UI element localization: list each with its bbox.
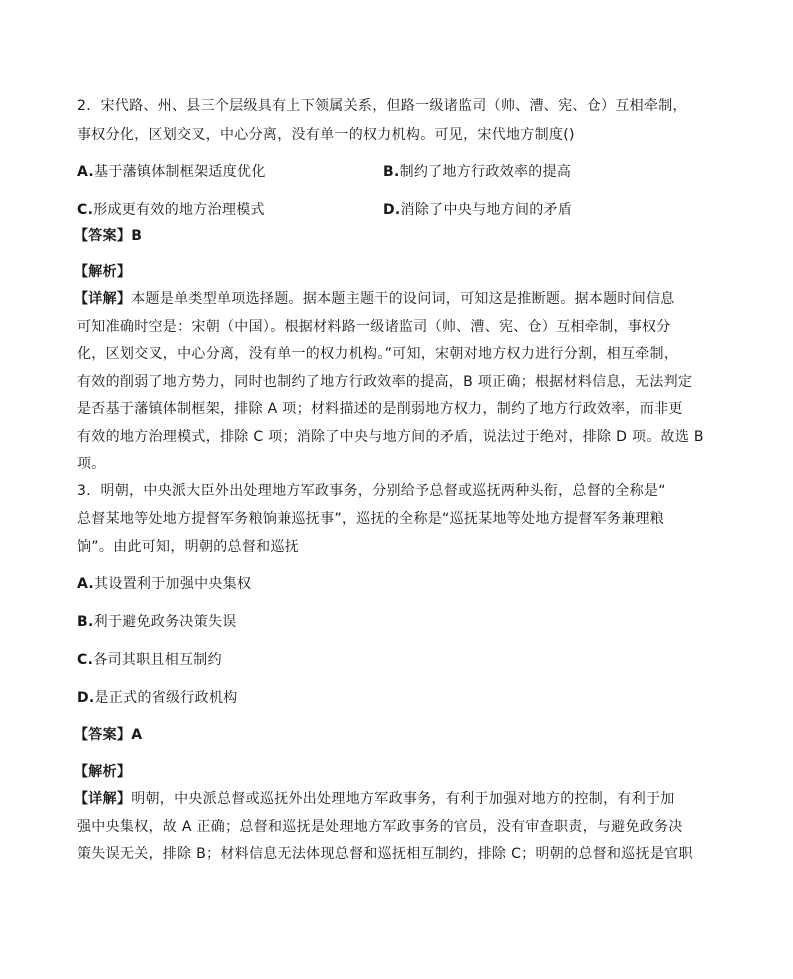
option-label: D. [77, 690, 95, 706]
answer-value: B [131, 228, 143, 244]
q2-detail-line-4: 有效的削弱了地方势力，同时也制约了地方行政效率的提高，B 项正确；根据材料信息，无法判定 [77, 374, 693, 390]
option-label: C. [77, 652, 94, 668]
answer-label: 【答案】 [74, 727, 132, 743]
option-text: 形成更有效的地方治理模式 [93, 202, 265, 218]
q3-detail-line-2: 强中央集权，故 A 正确；总督和巡抚是处理地方军政事务的官员，没有审查职责，与避免政务决 [77, 819, 683, 835]
q3-detail-line-3: 策失误无关，排除 B；材料信息无法体现总督和巡抚相互制约，排除 C；明朝的总督和巡抚是官职 [77, 846, 693, 862]
option-label: C. [77, 202, 94, 218]
detail-text: 明朝，中央派总督或巡抚外出处理地方军政事务，有利于加强对地方的控制，有利于加 [131, 791, 675, 807]
q2-detail-line-3: 化，区划交叉，中心分离，没有单一的权力机构。”可知，宋朝对地方权力进行分割，相互牵制， [77, 346, 679, 362]
q3-answer [74, 726, 142, 744]
q2-option-a [77, 163, 266, 181]
q3-option-c [77, 651, 222, 669]
q2-detail-line-1 [74, 290, 675, 308]
option-label: D. [383, 202, 401, 218]
option-label: A. [77, 576, 95, 592]
q2-option-b [383, 163, 571, 181]
option-text: 基于藩镇体制框架适度优化 [94, 164, 266, 180]
q3-stem-line-2: 总督某地等处地方提督军务粮饷兼巡抚事”，巡抚的全称是“巡抚某地等处地方提督军务兼理粮 [77, 511, 665, 527]
option-label: B. [383, 164, 400, 180]
q2-stem-line-1: 2．宋代路、州、县三个层级具有上下领属关系，但路一级诸监司（帅、漕、宪、仓）互相牵制， [77, 98, 687, 114]
option-label: A. [77, 164, 95, 180]
option-text: 其设置利于加强中央集权 [94, 576, 252, 592]
q3-analysis-heading: 【解析】 [74, 764, 132, 780]
q2-option-c [77, 201, 265, 219]
detail-text: 本题是单类型单项选择题。据本题主题干的设问词，可知这是推断题。据本题时间信息 [131, 291, 675, 307]
option-text: 是正式的省级行政机构 [94, 690, 238, 706]
q3-detail-line-1 [74, 790, 675, 808]
option-text: 各司其职且相互制约 [93, 652, 222, 668]
q3-option-b [77, 613, 237, 631]
q3-stem-line-3: 饷”。由此可知，明朝的总督和巡抚 [77, 539, 300, 555]
answer-label: 【答案】 [74, 228, 132, 244]
q2-answer [74, 227, 142, 245]
q2-detail-line-7: 项。 [77, 456, 106, 472]
detail-label: 【详解】 [74, 291, 132, 307]
q2-stem-line-2: 事权分化，区划交叉，中心分离，没有单一的权力机构。可见，宋代地方制度() [77, 127, 575, 143]
q3-option-a [77, 575, 251, 593]
q3-option-d [77, 689, 238, 707]
q2-detail-line-2: 可知准确时空是：宋朝（中国）。根据材料路一级诸监司（帅、漕、宪、仓）互相牵制，事权分 [77, 319, 671, 335]
answer-value: A [131, 727, 143, 743]
option-text: 消除了中央与地方间的矛盾 [400, 202, 573, 218]
q2-option-d [383, 201, 572, 219]
detail-label: 【详解】 [74, 791, 132, 807]
option-text: 利于避免政务决策失误 [93, 614, 237, 630]
q2-analysis-heading: 【解析】 [74, 264, 132, 280]
option-label: B. [77, 614, 94, 630]
q3-stem-line-1: 3．明朝，中央派大臣外出处理地方军政事务，分别给予总督或巡抚两种头衔，总督的全称是“ [77, 483, 666, 499]
q2-detail-line-5: 是否基于藩镇体制框架，排除 A 项；材料描述的是削弱地方权力，制约了地方行政效率，而非更 [77, 401, 683, 417]
option-text: 制约了地方行政效率的提高 [399, 164, 572, 180]
q2-detail-line-6: 有效的地方治理模式，排除 C 项；消除了中央与地方间的矛盾，说法过于绝对，排除 D 项。故选 B [77, 429, 704, 445]
